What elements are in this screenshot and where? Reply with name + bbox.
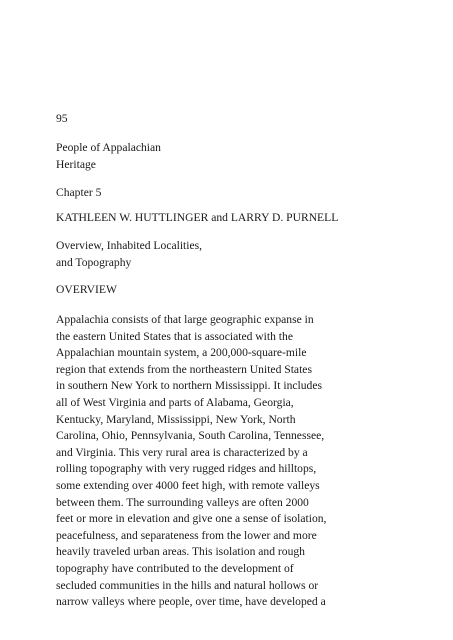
- body-line: region that extends from the northeastern United States: [56, 362, 312, 376]
- body-line: topography have contributed to the development of: [56, 561, 294, 575]
- title-line-1: People of Appalachian: [56, 141, 161, 154]
- body-line: heavily traveled urban areas. This isolation and rough: [56, 545, 305, 559]
- title-line-2: Heritage: [56, 157, 96, 171]
- body-line: in southern New York to northern Mississippi. It includes: [56, 379, 323, 393]
- page-number-block: [56, 111, 446, 128]
- body-line: feet or more in elevation and give one a sense of isolation,: [56, 512, 327, 526]
- page-number: 95: [56, 112, 68, 125]
- body-line: narrow valleys where people, over time, have developed a: [56, 595, 326, 609]
- body-line: some extending over 4000 feet high, with remote valleys: [56, 478, 320, 492]
- body-line: the eastern United States that is associated with the: [56, 329, 293, 343]
- body-line: all of West Virginia and parts of Alabama, Georgia,: [56, 395, 294, 409]
- body-line: and Virginia. This very rural area is characterized by a: [56, 445, 308, 459]
- body-line: peacefulness, and separateness from the lower and more: [56, 528, 317, 542]
- section-heading-line-2: and Topography: [56, 255, 132, 269]
- subheading: OVERVIEW: [56, 283, 117, 296]
- chapter-label: Chapter 5: [56, 186, 102, 199]
- section-heading-block: [56, 238, 446, 271]
- body-line: Carolina, Ohio, Pennsylvania, South Carolina, Tennessee,: [56, 429, 325, 443]
- body-line: secluded communities in the hills and natural hollows or: [56, 578, 319, 592]
- authors-block: [56, 210, 446, 227]
- body-line: Kentucky, Maryland, Mississippi, New York, North: [56, 412, 296, 426]
- section-heading-line-1: Overview, Inhabited Localities,: [56, 239, 203, 252]
- body-line: between them. The surrounding valleys are often 2000: [56, 495, 309, 509]
- body-line: Appalachian mountain system, a 200,000-square-mile: [56, 346, 307, 360]
- authors: KATHLEEN W. HUTTLINGER and LARRY D. PURNELL: [56, 211, 339, 224]
- body-paragraph: [56, 312, 446, 611]
- title-block: [56, 140, 446, 173]
- subheading-block: [56, 282, 446, 299]
- body-line: rolling topography with very rugged ridges and hilltops,: [56, 462, 317, 476]
- chapter-block: [56, 185, 446, 202]
- body-line: Appalachia consists of that large geographic expanse in: [56, 313, 314, 326]
